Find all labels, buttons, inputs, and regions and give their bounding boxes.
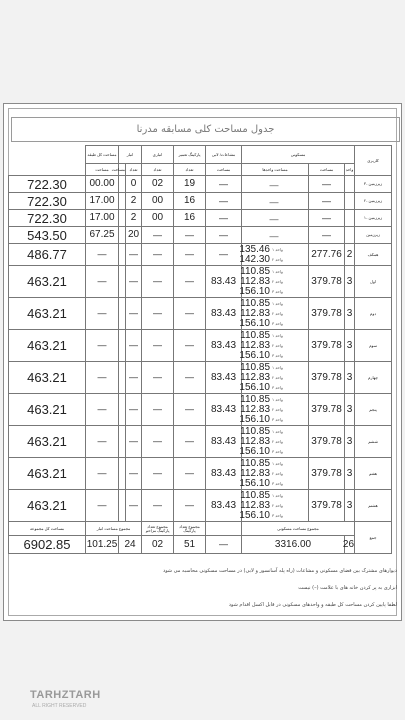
unit-area-line [242, 267, 306, 277]
unit-label: واحد ۲ [272, 502, 283, 508]
unit-total-area: 379.78 [309, 394, 345, 426]
storage-area: 00.00 [86, 176, 119, 193]
parking-count: — [174, 227, 206, 244]
storage-separator [119, 426, 126, 458]
storage-separator [119, 458, 126, 490]
storage-count: 02 [142, 176, 174, 193]
storage-index: — [126, 426, 142, 458]
floor-label: چهارم [355, 362, 392, 394]
lobby-area: — [206, 227, 242, 244]
parking-count: — [174, 330, 206, 362]
storage-separator [119, 244, 126, 266]
storage-index: 20 [126, 227, 142, 244]
table-row [9, 193, 392, 210]
header-unit-area: مساحت [309, 164, 345, 176]
table-row [9, 176, 392, 193]
tarhztarh-logo [28, 683, 128, 713]
totals-parking: 51 [174, 536, 206, 554]
storage-index: — [126, 330, 142, 362]
storage-separator [119, 362, 126, 394]
storage-count: — [142, 458, 174, 490]
unit-label: واحد ۲ [272, 438, 283, 444]
unit-areas-empty: — [269, 231, 279, 241]
floor-total-area: 463.21 [9, 330, 86, 362]
units-count [345, 227, 355, 244]
table-row [9, 227, 392, 244]
storage-separator [119, 227, 126, 244]
unit-total-area: 379.78 [309, 266, 345, 298]
unit-total-area: — [309, 193, 345, 210]
lobby-area: — [206, 193, 242, 210]
header-lobby: مشاعات/ لابی [206, 146, 242, 164]
units-count: 3 [345, 458, 355, 490]
table-row [9, 490, 392, 522]
unit-label: واحد ۳ [272, 512, 283, 518]
totals-storage-header: مجموع مساحت انبار [86, 522, 142, 536]
table-row [9, 458, 392, 490]
totals-storage-parking: 02 [142, 536, 174, 554]
unit-area-value: 110.85 [240, 265, 270, 277]
storage-count: — [142, 490, 174, 522]
unit-label: واحد ۲ [272, 256, 283, 262]
unit-area-value: 156.10 [239, 317, 270, 329]
units-count [345, 176, 355, 193]
storage-separator [119, 266, 126, 298]
unit-total-area: 379.78 [309, 426, 345, 458]
totals-storage-parking-header: مجموع تعداد پارکینگ مزاحم [142, 522, 174, 536]
storage-index: 2 [126, 193, 142, 210]
unit-area-value: 156.10 [239, 285, 270, 297]
storage-area: — [86, 298, 119, 330]
storage-count: — [142, 426, 174, 458]
unit-label: واحد ۳ [272, 288, 283, 294]
totals-residential-header: مجموع مساحت مسکونی [242, 522, 355, 536]
unit-area-line [239, 445, 306, 457]
floor-total-area: 463.21 [9, 394, 86, 426]
totals-total-header: مساحت کل مجموعه [9, 522, 86, 536]
storage-index: 2 [126, 210, 142, 227]
unit-total-area: — [309, 176, 345, 193]
unit-label: واحد ۳ [272, 320, 283, 326]
unit-area-value: 112.83 [240, 371, 270, 383]
unit-label: واحد ۲ [272, 406, 283, 412]
unit-label: واحد ۳ [272, 480, 283, 486]
unit-area-value: 110.85 [240, 425, 270, 437]
unit-label: واحد ۱ [272, 492, 283, 498]
unit-areas-cell [239, 361, 309, 394]
unit-area-value: 112.83 [240, 435, 270, 447]
storage-area: — [86, 490, 119, 522]
unit-area-line [242, 363, 306, 373]
lobby-area: 83.43 [206, 266, 242, 298]
units-count [345, 193, 355, 210]
floor-label: زیرزمین -۳ [355, 176, 392, 193]
table-row [9, 210, 392, 227]
lobby-area: — [206, 176, 242, 193]
unit-area-line [239, 243, 306, 255]
unit-label: واحد ۲ [272, 374, 283, 380]
unit-area-value: 110.85 [240, 329, 270, 341]
unit-area-line [242, 437, 306, 447]
unit-areas-cell [242, 193, 309, 210]
unit-total-area: — [309, 210, 345, 227]
unit-total-area: 379.78 [309, 298, 345, 330]
unit-area-line [242, 459, 306, 469]
floor-label: ششم [355, 426, 392, 458]
unit-area-value: 156.10 [239, 509, 270, 521]
unit-area-value: 135.46 [239, 243, 270, 255]
parking-count: — [174, 490, 206, 522]
unit-area-line [239, 349, 306, 361]
floor-total-area: 722.30 [9, 176, 86, 193]
storage-separator [119, 394, 126, 426]
unit-area-value: 112.83 [240, 467, 270, 479]
floor-total-area: 463.21 [9, 266, 86, 298]
header-storage-area: مساحت [119, 164, 126, 176]
storage-area: — [86, 426, 119, 458]
storage-index: — [126, 266, 142, 298]
floor-total-area: 463.21 [9, 298, 86, 330]
unit-label: واحد ۱ [272, 246, 283, 252]
unit-area-line [242, 277, 306, 287]
totals-row [9, 536, 392, 554]
unit-areas-cell [242, 176, 309, 193]
unit-label: واحد ۲ [272, 278, 283, 284]
unit-area-line [242, 427, 306, 437]
header-storage-count: تعداد [142, 164, 174, 176]
unit-area-line [239, 285, 306, 297]
units-count: 2 [345, 244, 355, 266]
units-count: 3 [345, 426, 355, 458]
unit-area-line [242, 299, 306, 309]
unit-label: واحد ۳ [272, 352, 283, 358]
floor-label: هشتم [355, 490, 392, 522]
area-table [8, 145, 392, 554]
storage-count: — [142, 244, 174, 266]
parking-count: — [174, 394, 206, 426]
parking-count: 16 [174, 193, 206, 210]
floor-total-area: 463.21 [9, 426, 86, 458]
storage-area: — [86, 458, 119, 490]
header-unit-areas: مساحت واحدها [242, 164, 309, 176]
storage-area: 17.00 [86, 210, 119, 227]
unit-area-value: 112.83 [240, 339, 270, 351]
unit-label: واحد ۱ [272, 268, 283, 274]
units-count: 3 [345, 362, 355, 394]
lobby-area: — [206, 210, 242, 227]
storage-area: — [86, 362, 119, 394]
logo-tagline: ALL RIGHT RESERVED [32, 703, 87, 709]
totals-lobby-header [206, 522, 242, 536]
header-storage-parking: انبار [119, 146, 142, 164]
storage-count: — [142, 394, 174, 426]
unit-area-line [242, 309, 306, 319]
unit-areas-cell [239, 457, 309, 490]
totals-residential: 3316.00 [242, 536, 345, 554]
floor-total-area: 543.50 [9, 227, 86, 244]
unit-area-value: 156.10 [239, 349, 270, 361]
floor-total-area: 486.77 [9, 244, 86, 266]
unit-area-value: 110.85 [240, 361, 270, 373]
storage-count: — [142, 266, 174, 298]
table-row [9, 266, 392, 298]
unit-area-value: 156.10 [239, 413, 270, 425]
unit-total-area: 277.76 [309, 244, 345, 266]
units-count: 3 [345, 330, 355, 362]
unit-area-value: 112.83 [240, 499, 270, 511]
note-line: ابزاری به پر کردن خانه های با علامت (–) نیست [298, 585, 397, 591]
storage-separator [119, 176, 126, 193]
unit-total-area: 379.78 [309, 458, 345, 490]
unit-areas-cell [239, 265, 309, 298]
unit-label: واحد ۲ [272, 310, 283, 316]
header-floors: کاربری [355, 146, 392, 176]
units-count: 3 [345, 298, 355, 330]
unit-label: واحد ۳ [272, 416, 283, 422]
note-line: لطفا پایین کردن مساحت کل طبقه و واحدهای مسکونی در قابل اکسل اقدام شود [228, 602, 397, 608]
table-row [9, 244, 392, 266]
table-row [9, 298, 392, 330]
unit-area-line [242, 491, 306, 501]
header-storage: انباری [142, 146, 174, 164]
header-total-sub: مساحت [86, 164, 119, 176]
storage-count: 00 [142, 210, 174, 227]
unit-label: واحد ۱ [272, 396, 283, 402]
parking-count: — [174, 266, 206, 298]
unit-area-value: 112.83 [240, 275, 270, 287]
floor-label: زیرزمین [355, 227, 392, 244]
storage-separator [119, 193, 126, 210]
unit-areas-empty: — [269, 214, 279, 224]
totals-lobby: — [206, 536, 242, 554]
storage-index: — [126, 490, 142, 522]
floor-total-area: 722.30 [9, 210, 86, 227]
header-total-area: مساحت کل طبقه [86, 146, 119, 164]
unit-total-area: 379.78 [309, 490, 345, 522]
unit-total-area: 379.78 [309, 330, 345, 362]
lobby-area: 83.43 [206, 490, 242, 522]
floor-label: هفتم [355, 458, 392, 490]
unit-area-line [239, 509, 306, 521]
unit-area-line [239, 253, 306, 265]
lobby-area: — [206, 244, 242, 266]
parking-count: — [174, 426, 206, 458]
unit-area-value: 156.10 [239, 445, 270, 457]
table-row [9, 330, 392, 362]
table-title: جدول مساحت کلی مسابقه مدرنا [136, 124, 275, 135]
unit-area-value: 156.10 [239, 477, 270, 489]
header-parking: پارکینگ تعمیر [174, 146, 206, 164]
unit-areas-cell [239, 243, 309, 266]
unit-areas-cell [242, 210, 309, 227]
storage-index: 0 [126, 176, 142, 193]
unit-area-line [242, 341, 306, 351]
storage-separator [119, 298, 126, 330]
unit-area-line [242, 331, 306, 341]
unit-area-line [242, 501, 306, 511]
unit-area-value: 112.83 [240, 307, 270, 319]
unit-areas-cell [239, 297, 309, 330]
lobby-area: 83.43 [206, 330, 242, 362]
storage-count: — [142, 298, 174, 330]
lobby-area: 83.43 [206, 362, 242, 394]
unit-areas-empty: — [269, 197, 279, 207]
parking-count: — [174, 298, 206, 330]
storage-area: 17.00 [86, 193, 119, 210]
storage-index: — [126, 362, 142, 394]
storage-area: — [86, 244, 119, 266]
storage-area: — [86, 394, 119, 426]
unit-areas-empty: — [269, 180, 279, 190]
lobby-area: 83.43 [206, 298, 242, 330]
floor-total-area: 722.30 [9, 193, 86, 210]
floor-label: سوم [355, 330, 392, 362]
unit-area-value: 156.10 [239, 381, 270, 393]
unit-area-value: 110.85 [240, 489, 270, 501]
unit-area-value: 112.83 [240, 403, 270, 415]
storage-index: — [126, 298, 142, 330]
table-title-box [11, 117, 400, 142]
unit-areas-cell [239, 489, 309, 522]
unit-areas-cell [242, 227, 309, 244]
table-row [9, 362, 392, 394]
note-line: دیوارهای مشترک بین فضای مسکونی و مشاعات (راه پله آسانسور و لابی) در مساحت مسکونی محاسبه می شود [162, 568, 397, 574]
unit-label: واحد ۲ [272, 470, 283, 476]
storage-count: — [142, 362, 174, 394]
totals-parking-header: مجموع تعداد پارکینگ [174, 522, 206, 536]
table-row [9, 426, 392, 458]
unit-area-line [242, 405, 306, 415]
floor-total-area: 463.21 [9, 490, 86, 522]
unit-label: واحد ۲ [272, 342, 283, 348]
unit-total-area: 379.78 [309, 362, 345, 394]
storage-count: 00 [142, 193, 174, 210]
floor-total-area: 463.21 [9, 458, 86, 490]
unit-area-value: 142.30 [239, 253, 270, 265]
unit-area-value: 110.85 [240, 297, 270, 309]
parking-count: — [174, 362, 206, 394]
totals-storage-count: 24 [119, 536, 142, 554]
parking-count: — [174, 458, 206, 490]
unit-total-area: — [309, 227, 345, 244]
storage-index: — [126, 458, 142, 490]
storage-index: — [126, 244, 142, 266]
floor-label: زیرزمین -۲ [355, 193, 392, 210]
totals-storage-area: 101.25 [86, 536, 119, 554]
floor-label: اول [355, 266, 392, 298]
lobby-area: 83.43 [206, 458, 242, 490]
unit-area-line [239, 413, 306, 425]
floor-label: دوم [355, 298, 392, 330]
table-row [9, 394, 392, 426]
unit-label: واحد ۳ [272, 448, 283, 454]
storage-area: — [86, 330, 119, 362]
unit-areas-cell [239, 393, 309, 426]
unit-areas-cell [239, 425, 309, 458]
totals-total-area: 6902.85 [9, 536, 86, 554]
header-lobby-area: مساحت [206, 164, 242, 176]
unit-area-line [239, 317, 306, 329]
header-parking-count: تعداد [174, 164, 206, 176]
floor-label: زیرزمین -۱ [355, 210, 392, 227]
units-count [345, 210, 355, 227]
totals-units: 26 [345, 536, 355, 554]
storage-count: — [142, 330, 174, 362]
storage-separator [119, 490, 126, 522]
header-units-count: واحد [345, 164, 355, 176]
storage-separator [119, 330, 126, 362]
unit-label: واحد ۱ [272, 364, 283, 370]
unit-label: واحد ۱ [272, 428, 283, 434]
unit-label: واحد ۱ [272, 460, 283, 466]
unit-area-line [242, 373, 306, 383]
storage-index: — [126, 394, 142, 426]
storage-count: — [142, 227, 174, 244]
unit-area-line [239, 381, 306, 393]
unit-area-line [239, 477, 306, 489]
unit-area-value: 110.85 [240, 393, 270, 405]
storage-area: — [86, 266, 119, 298]
storage-separator [119, 210, 126, 227]
units-count: 3 [345, 490, 355, 522]
unit-area-line [242, 395, 306, 405]
header-storage-idx: تعداد [126, 164, 142, 176]
units-count: 3 [345, 266, 355, 298]
floor-label: پنجم [355, 394, 392, 426]
unit-area-value: 110.85 [240, 457, 270, 469]
unit-area-line [242, 469, 306, 479]
parking-count: 16 [174, 210, 206, 227]
floor-label: همکف [355, 244, 392, 266]
lobby-area: 83.43 [206, 426, 242, 458]
floor-total-area: 463.21 [9, 362, 86, 394]
notes-block [8, 568, 397, 619]
totals-sum-label: جمع [355, 522, 392, 554]
parking-count: 19 [174, 176, 206, 193]
header-residential: مسکونی [242, 146, 355, 164]
units-count: 3 [345, 394, 355, 426]
unit-label: واحد ۱ [272, 300, 283, 306]
lobby-area: 83.43 [206, 394, 242, 426]
logo-brand: TARHZTARH [30, 689, 101, 701]
unit-label: واحد ۱ [272, 332, 283, 338]
unit-label: واحد ۳ [272, 384, 283, 390]
unit-areas-cell [239, 329, 309, 362]
parking-count: — [174, 244, 206, 266]
storage-area: 67.25 [86, 227, 119, 244]
